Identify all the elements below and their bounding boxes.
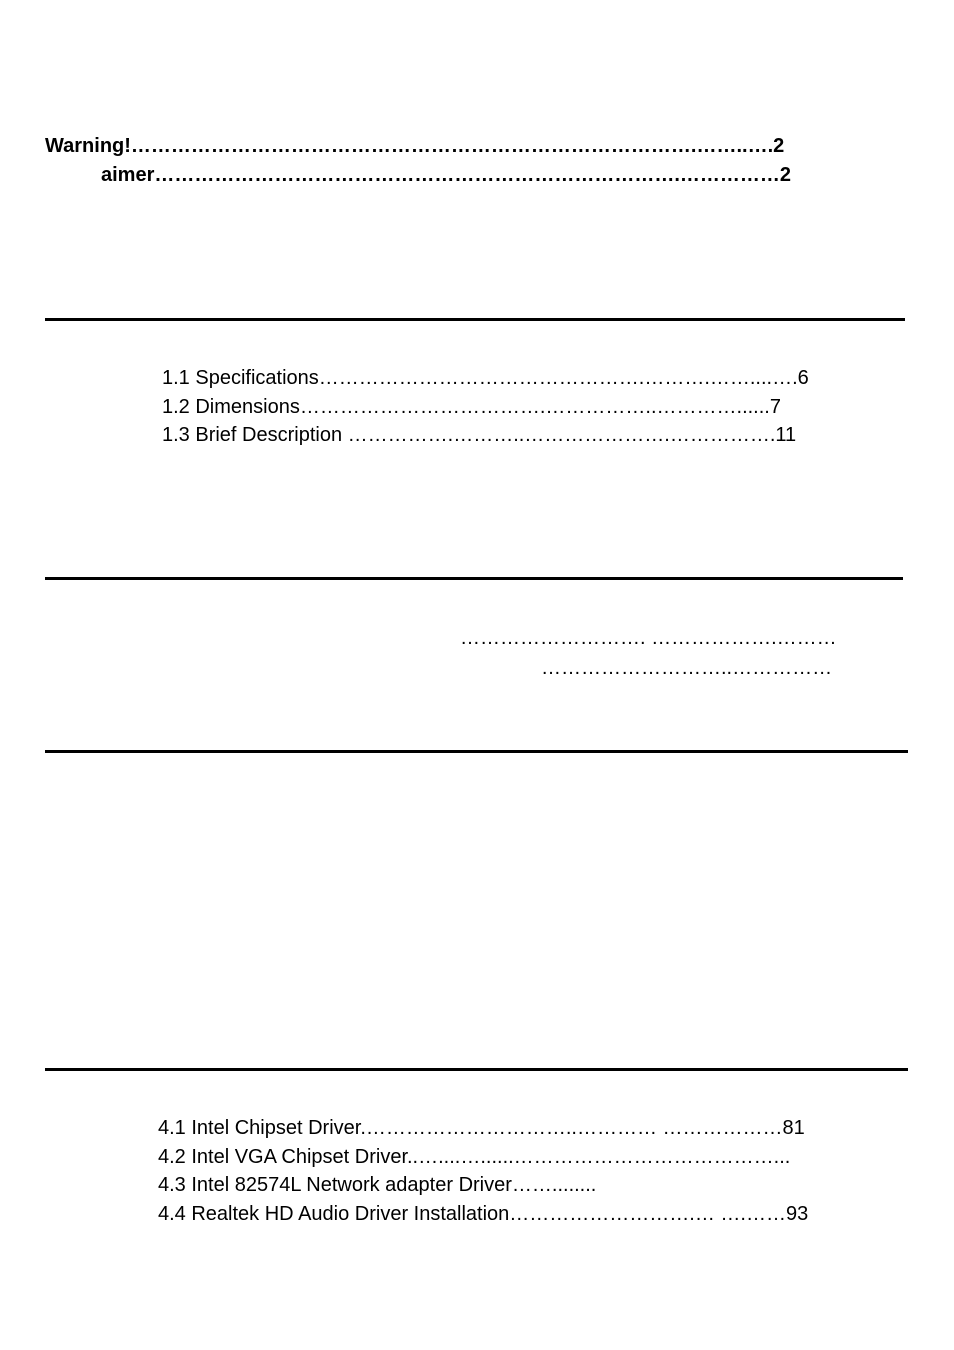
toc-entry-network-driver[interactable]: 4.3 Intel 82574L Network adapter Driver……........: [158, 1174, 597, 1196]
toc-entry-warning[interactable]: Warning!………………………………………………………………………….……..….2: [45, 135, 785, 157]
toc-entry-intel-chipset-driver[interactable]: 4.1 Intel Chipset Driver.…………………………..………… ………………81: [158, 1117, 805, 1139]
toc-leader-line: ………………………. ……………….………: [460, 627, 837, 649]
toc-leader-line: ………………………..……………: [541, 657, 833, 679]
toc-entry-dimensions[interactable]: 1.2 Dimensions……………………………….……………..…………......7: [162, 396, 781, 418]
chapter-divider-1: [45, 318, 905, 321]
toc-entry-specifications[interactable]: 1.1 Specifications………………………………………….……….……....….6: [162, 367, 809, 389]
toc-entry-intel-vga-driver[interactable]: 4.2 Intel VGA Chipset Driver..…....…......…………………………………...: [158, 1146, 791, 1168]
chapter-divider-4: [45, 1068, 908, 1071]
toc-entry-brief-description[interactable]: 1.3 Brief Description …………….………..………………….…………….11: [162, 424, 797, 446]
chapter-divider-3: [45, 750, 908, 753]
toc-entry-audio-driver[interactable]: 4.4 Realtek HD Audio Driver Installation……………………….… ….……93: [158, 1203, 809, 1225]
toc-entry-disclaimer[interactable]: aimer…………………………………………………………………….……………2: [101, 164, 792, 186]
chapter-divider-2: [45, 577, 903, 580]
